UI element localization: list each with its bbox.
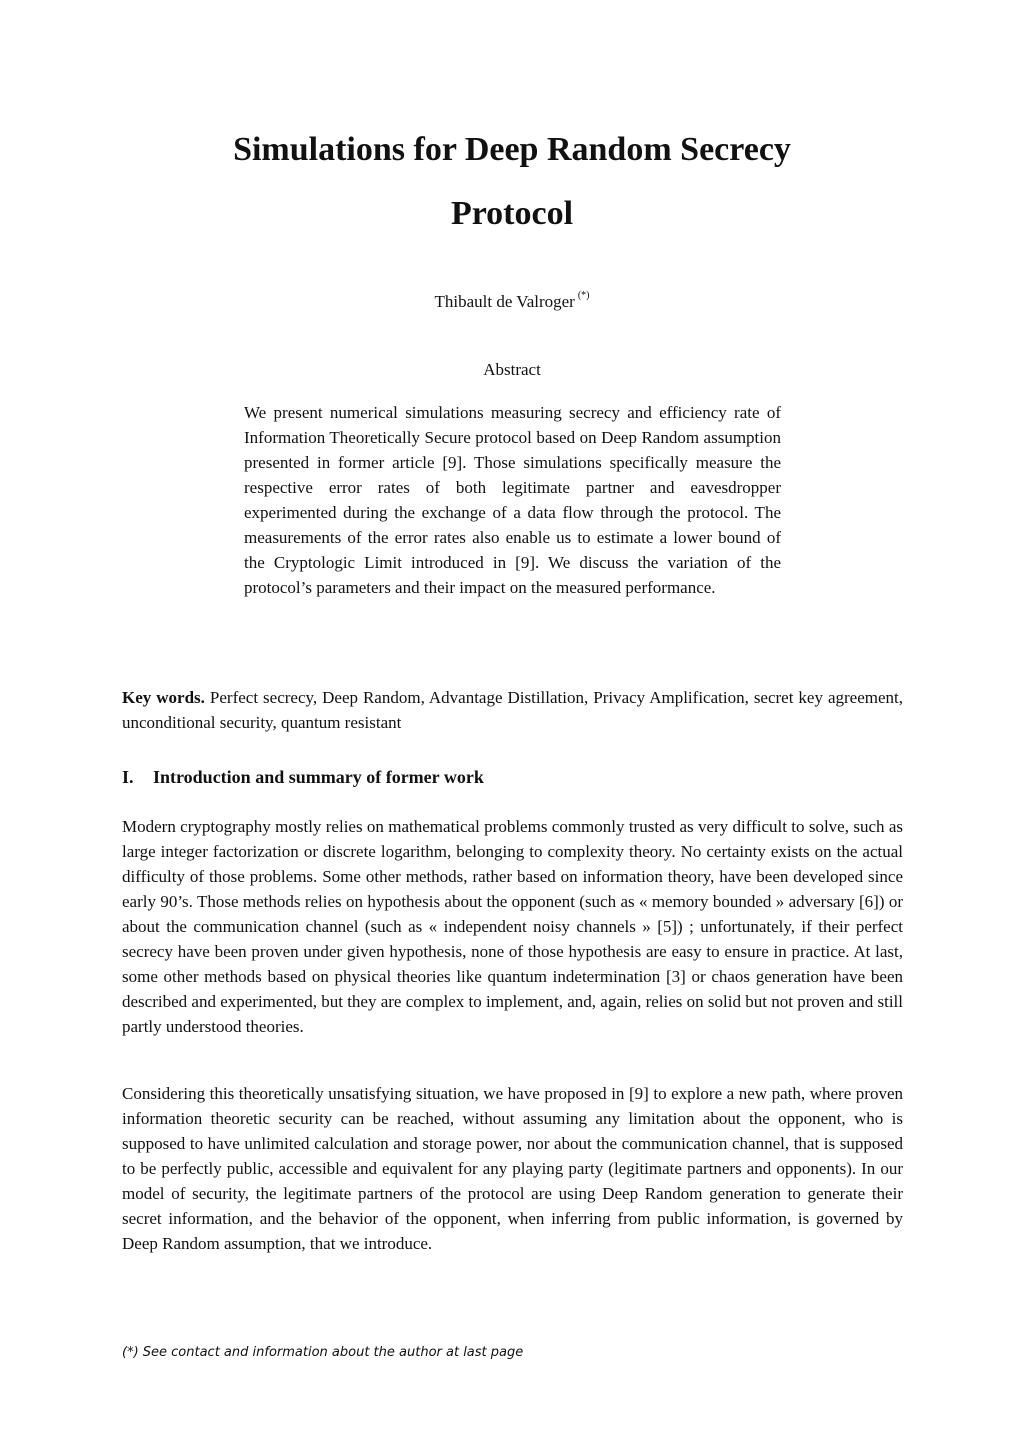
abstract-heading: Abstract [483,360,541,379]
keywords [122,685,903,735]
footnote: (*) See contact and information about the author at last page [122,1345,524,1360]
paper-title [122,118,902,246]
title-line-1: Simulations for Deep Random Secrecy [233,131,791,168]
keywords-label: Key words. [122,688,205,707]
title-line-2: Protocol [450,195,574,232]
author-name: Thibault de Valroger [434,292,575,311]
section-number: I. [122,767,134,787]
intro-paragraph-2: Considering this theoretically unsatisfying situation, we have proposed in [9] to explore a new path, where proven information theoretic security can be reached, without assuming any limitation about the opponent, who is supposed to have unlimited calculation and storage power, nor about the communication channel, that is supposed to be perfectly public, accessible and equivalent for any playing party (legitimate partners and opponents). In our model of security, the legitimate partners of the protocol are using Deep Random generation to generate their secret information, and the behavior of the opponent, when inferring from public information, is governed by Deep Random assumption, that we introduce. [122,1084,903,1253]
abstract-body: We present numerical simulations measuring secrecy and efficiency rate of Information Theoretically Secure protocol based on Deep Random assumption presented in former article [9]. Those simulations specifically measure the respective error rates of both legitimate partner and eavesdropper experimented during the exchange of a data flow through the protocol. The measurements of the error rates also enable us to estimate a lower bound of the Cryptologic Limit introduced in [9]. We discuss the variation of the protocol’s parameters and their impact on the measured performance. [244,403,781,597]
intro-paragraph-1: Modern cryptography mostly relies on mathematical problems commonly trusted as very difficult to solve, such as large integer factorization or discrete logarithm, belonging to complexity theory. No certainty exists on the actual difficulty of those problems. Some other methods, rather based on information theory, have been developed since early 90’s. Those methods relies on hypothesis about the opponent (such as « memory bounded » adversary [6]) or about the communication channel (such as « independent noisy channels » [5]) ; unfortunately, if their perfect secrecy have been proven under given hypothesis, none of those hypothesis are easy to ensure in practice. At last, some other methods based on physical theories like quantum indetermination [3] or chaos generation have been described and experimented, but they are complex to implement, and, again, relies on solid but not proven and still partly understood theories. [122,817,903,1036]
section-title: Introduction and summary of former work [153,767,484,787]
author-footnote-mark: (*) [577,290,590,301]
keywords-text: Perfect secrecy, Deep Random, Advantage Distillation, Privacy Amplification, secret key agreement, unconditional security, quantum resistant [122,688,904,732]
section-heading [122,767,903,788]
author-line [122,290,902,312]
